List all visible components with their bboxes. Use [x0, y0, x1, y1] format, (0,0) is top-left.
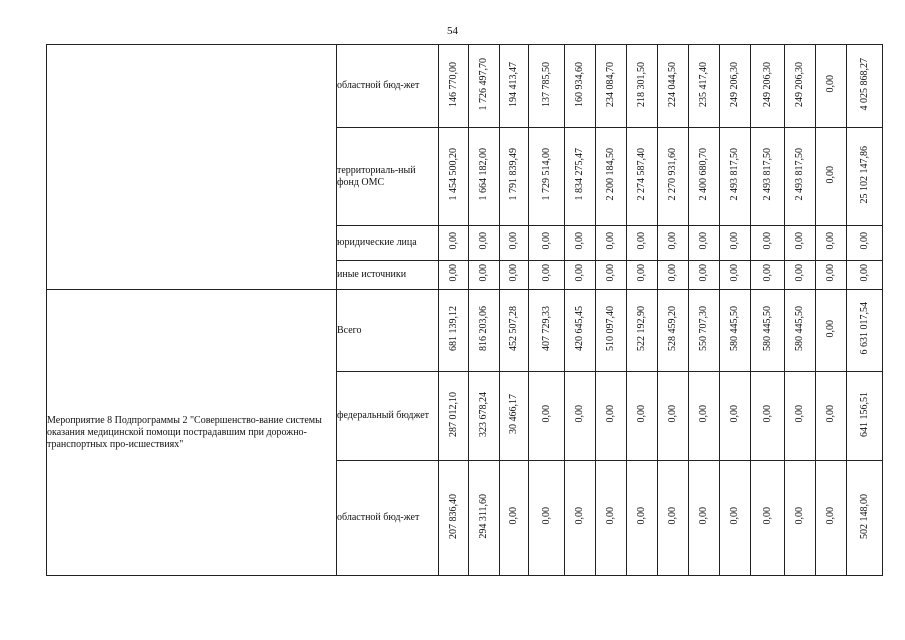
value-cell — [751, 290, 785, 372]
value-text: 0,00 — [605, 264, 616, 282]
value-cell — [500, 45, 529, 128]
value-cell — [720, 45, 751, 128]
value-text: 2 400 680,70 — [698, 148, 709, 201]
value-cell — [816, 226, 847, 261]
value-text: 249 206,30 — [761, 61, 773, 107]
value-cell — [689, 372, 720, 461]
value-text: 4 025 868,27 — [858, 57, 870, 111]
value-cell — [658, 372, 689, 461]
value-cell — [596, 261, 627, 290]
value-text: 0,00 — [698, 264, 709, 282]
value-text: 0,00 — [825, 319, 836, 338]
value-cell — [785, 461, 816, 576]
value-cell — [439, 226, 469, 261]
value-cell — [816, 261, 847, 290]
value-text: 522 192,90 — [636, 306, 647, 351]
value-text: 0,00 — [825, 405, 836, 423]
value-text: 0,00 — [540, 405, 552, 423]
value-text: 816 203,06 — [478, 306, 489, 351]
budget-table — [46, 44, 905, 576]
value-text: 1 454 500,20 — [447, 148, 459, 201]
value-cell — [816, 290, 847, 372]
value-cell — [751, 45, 785, 128]
value-cell — [596, 461, 627, 576]
value-text: 224 044,50 — [667, 61, 678, 107]
value-text: 0,00 — [825, 75, 836, 93]
value-text: 0,00 — [667, 405, 678, 423]
value-cell — [751, 226, 785, 261]
value-cell — [847, 461, 883, 576]
value-text: 1 729 514,00 — [540, 148, 552, 201]
value-text: 207 836,40 — [447, 493, 459, 539]
value-text: 249 206,30 — [794, 61, 805, 107]
value-text: 0,00 — [825, 165, 836, 184]
value-cell — [720, 461, 751, 576]
value-text: 0,00 — [794, 405, 805, 423]
value-cell — [658, 261, 689, 290]
value-cell — [816, 461, 847, 576]
value-cell — [439, 261, 469, 290]
value-text: 2 200 184,50 — [605, 148, 616, 201]
funding-source-cell: территориаль-ный фонд ОМС — [337, 128, 439, 226]
value-text: 420 645,45 — [574, 306, 585, 351]
value-text: 2 493 817,50 — [761, 148, 773, 201]
value-text: 580 445,50 — [794, 306, 805, 351]
value-cell — [785, 261, 816, 290]
value-text: 0,00 — [636, 232, 647, 250]
value-text: 0,00 — [478, 264, 489, 282]
value-text: 0,00 — [858, 264, 870, 282]
value-text: 0,00 — [447, 232, 459, 250]
value-text: 0,00 — [761, 405, 773, 423]
value-text: 0,00 — [825, 264, 836, 282]
value-text: 0,00 — [794, 264, 805, 282]
value-text: 580 445,50 — [729, 306, 740, 351]
value-text: 235 417,40 — [698, 61, 709, 107]
value-cell — [596, 372, 627, 461]
value-text: 0,00 — [636, 264, 647, 282]
value-cell — [689, 128, 720, 226]
value-text: 249 206,30 — [729, 61, 740, 107]
value-cell — [565, 461, 596, 576]
value-text: 452 507,28 — [508, 306, 519, 351]
value-cell — [751, 261, 785, 290]
value-text: 0,00 — [667, 232, 678, 250]
value-cell — [469, 461, 500, 576]
value-text: 30 466,17 — [508, 394, 519, 434]
value-cell — [658, 226, 689, 261]
value-text: 1 664 182,00 — [478, 148, 489, 201]
value-cell — [565, 290, 596, 372]
value-text: 0,00 — [761, 264, 773, 282]
value-cell — [720, 372, 751, 461]
value-text: 0,00 — [667, 507, 678, 525]
value-cell — [785, 45, 816, 128]
value-text: 0,00 — [794, 232, 805, 250]
value-text: 0,00 — [729, 264, 740, 282]
funding-source-cell: иные источники — [337, 261, 439, 290]
value-text: 0,00 — [729, 232, 740, 250]
value-cell — [500, 261, 529, 290]
value-text: 0,00 — [478, 232, 489, 250]
value-text: 0,00 — [858, 232, 870, 250]
value-text: 681 139,12 — [447, 306, 459, 351]
value-cell — [689, 45, 720, 128]
value-cell — [847, 226, 883, 261]
value-cell — [751, 372, 785, 461]
value-text: 323 678,24 — [478, 391, 489, 437]
value-text: 1 791 839,49 — [508, 148, 519, 201]
value-text: 0,00 — [698, 405, 709, 423]
value-cell — [529, 45, 565, 128]
value-cell — [469, 372, 500, 461]
value-cell — [720, 128, 751, 226]
value-cell — [847, 128, 883, 226]
table-row — [47, 290, 905, 372]
value-text: 0,00 — [508, 264, 519, 282]
value-cell — [847, 45, 883, 128]
value-cell — [816, 45, 847, 128]
value-text: 0,00 — [729, 405, 740, 423]
value-cell — [439, 461, 469, 576]
value-cell — [785, 128, 816, 226]
value-text: 0,00 — [540, 264, 552, 282]
value-cell — [500, 461, 529, 576]
value-cell — [627, 461, 658, 576]
value-text: 0,00 — [605, 232, 616, 250]
value-cell — [596, 128, 627, 226]
value-cell — [529, 128, 565, 226]
value-cell — [596, 290, 627, 372]
value-text: 550 707,30 — [698, 306, 709, 351]
value-cell — [658, 128, 689, 226]
value-cell — [816, 372, 847, 461]
value-cell — [785, 290, 816, 372]
value-cell — [500, 290, 529, 372]
value-text: 0,00 — [825, 232, 836, 250]
value-text: 0,00 — [761, 232, 773, 250]
value-cell — [469, 261, 500, 290]
value-cell — [689, 290, 720, 372]
value-cell — [658, 461, 689, 576]
value-cell — [816, 128, 847, 226]
value-cell — [500, 128, 529, 226]
value-cell — [689, 461, 720, 576]
value-cell — [847, 290, 883, 372]
funding-source-cell: Всего — [337, 290, 439, 372]
value-cell — [529, 372, 565, 461]
value-cell — [439, 372, 469, 461]
value-text: 2 493 817,50 — [729, 148, 740, 201]
value-text: 2 493 817,50 — [794, 148, 805, 201]
value-text: 0,00 — [761, 507, 773, 525]
value-cell — [627, 128, 658, 226]
value-text: 1 834 275,47 — [574, 148, 585, 201]
value-cell — [627, 226, 658, 261]
funding-source-cell: областной бюд-жет — [337, 45, 439, 128]
value-cell — [469, 45, 500, 128]
value-text: 25 102 147,86 — [858, 145, 870, 204]
value-text: 528 459,20 — [667, 306, 678, 351]
value-cell — [689, 261, 720, 290]
funding-source-cell: областной бюд-жет — [337, 461, 439, 576]
value-cell — [439, 45, 469, 128]
table-row — [47, 45, 905, 128]
value-cell — [469, 226, 500, 261]
value-cell — [785, 226, 816, 261]
funding-source-cell: юридические лица — [337, 226, 439, 261]
value-text: 641 156,51 — [858, 391, 870, 437]
event-name-cell: Мероприятие 8 Подпрограммы 2 "Совершенство-вание системы оказания медицинской помощи пострадавшим при дорожно-транспортных про-исшествиях" — [47, 290, 337, 576]
value-cell — [500, 226, 529, 261]
value-cell — [565, 226, 596, 261]
value-cell — [565, 45, 596, 128]
value-cell — [529, 226, 565, 261]
value-text: 0,00 — [540, 507, 552, 525]
value-text: 0,00 — [729, 507, 740, 525]
value-text: 2 270 931,60 — [667, 148, 678, 201]
value-text: 287 012,10 — [447, 391, 459, 437]
value-text: 0,00 — [605, 507, 616, 525]
value-text: 146 770,00 — [447, 61, 459, 107]
value-text: 0,00 — [574, 507, 585, 525]
value-text: 194 413,47 — [508, 61, 519, 107]
value-text: 0,00 — [574, 264, 585, 282]
value-cell — [720, 290, 751, 372]
value-cell — [847, 261, 883, 290]
value-text: 0,00 — [540, 232, 552, 250]
value-cell — [627, 372, 658, 461]
value-cell — [751, 128, 785, 226]
value-cell — [565, 261, 596, 290]
value-cell — [785, 372, 816, 461]
value-cell — [529, 290, 565, 372]
value-cell — [689, 226, 720, 261]
value-text: 0,00 — [698, 507, 709, 525]
value-text: 0,00 — [605, 405, 616, 423]
value-cell — [627, 290, 658, 372]
value-text: 502 148,00 — [858, 493, 870, 539]
value-cell — [627, 45, 658, 128]
value-cell — [658, 290, 689, 372]
value-cell — [565, 128, 596, 226]
value-text: 234 084,70 — [605, 61, 616, 107]
value-cell — [596, 226, 627, 261]
value-cell — [500, 372, 529, 461]
value-cell — [720, 261, 751, 290]
value-text: 0,00 — [574, 405, 585, 423]
value-text: 0,00 — [636, 507, 647, 525]
value-cell — [627, 261, 658, 290]
value-cell — [658, 45, 689, 128]
value-text: 137 785,50 — [540, 61, 552, 107]
value-text: 2 274 587,40 — [636, 148, 647, 201]
value-cell — [469, 290, 500, 372]
value-cell — [529, 261, 565, 290]
value-text: 0,00 — [636, 405, 647, 423]
value-text: 294 311,60 — [478, 493, 489, 539]
value-text: 1 726 497,70 — [478, 57, 489, 111]
value-cell — [751, 461, 785, 576]
value-cell — [565, 372, 596, 461]
value-text: 0,00 — [447, 264, 459, 282]
value-text: 0,00 — [508, 232, 519, 250]
value-cell — [469, 128, 500, 226]
value-text: 0,00 — [667, 264, 678, 282]
value-cell — [439, 128, 469, 226]
value-text: 0,00 — [574, 232, 585, 250]
value-text: 6 631 017,54 — [858, 302, 870, 355]
value-cell — [847, 372, 883, 461]
funding-source-cell: федеральный бюджет — [337, 372, 439, 461]
event-name-cell — [47, 45, 337, 290]
value-text: 0,00 — [825, 507, 836, 525]
value-text: 218 301,50 — [636, 61, 647, 107]
value-text: 0,00 — [794, 507, 805, 525]
value-cell — [529, 461, 565, 576]
value-text: 407 729,33 — [540, 306, 552, 351]
value-cell — [720, 226, 751, 261]
value-text: 580 445,50 — [761, 306, 773, 351]
value-text: 510 097,40 — [605, 306, 616, 351]
value-cell — [596, 45, 627, 128]
value-text: 0,00 — [698, 232, 709, 250]
value-text: 160 934,60 — [574, 61, 585, 107]
value-cell — [439, 290, 469, 372]
page-number: 54 — [447, 25, 458, 37]
value-text: 0,00 — [508, 507, 519, 525]
